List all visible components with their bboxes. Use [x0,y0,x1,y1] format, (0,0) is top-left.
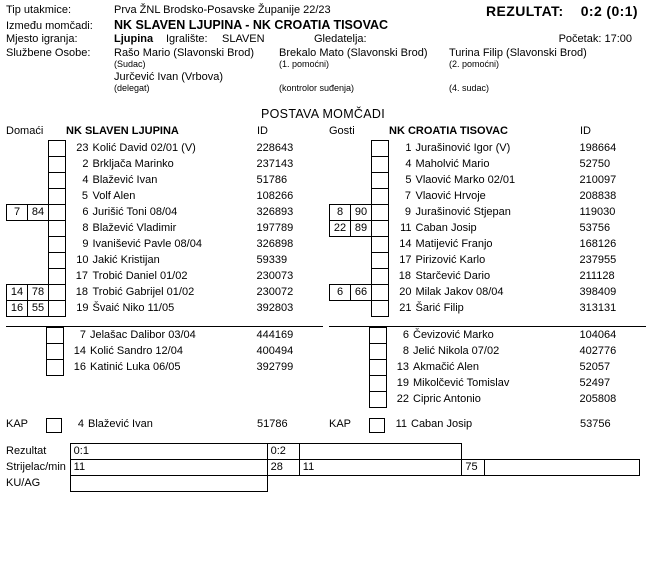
goal-shirt-cell[interactable] [6,328,26,344]
field-value: SLAVEN [222,33,265,45]
player-number: 14 [73,345,86,357]
player-row [330,237,646,253]
player-name: Mikolčević Tomislav [413,377,510,389]
player-name: Trobić Gabrijel 01/02 [92,286,195,298]
player-number: 18 [398,270,411,282]
scoreline-row [6,444,640,460]
goal-minute-cell[interactable] [28,253,49,269]
home-kap-name: Blažević Ivan [88,418,153,430]
goal-minute-cell[interactable] [351,301,372,317]
goal-minute-cell[interactable] [28,269,49,285]
player-checkbox[interactable] [49,173,66,189]
player-id: 237955 [579,254,617,266]
start-time [559,33,632,45]
player-row [7,205,323,221]
away-side-label: Gosti [329,125,355,137]
goal-shirt-cell[interactable] [7,221,28,237]
player-name: Švaić Niko 11/05 [92,302,175,314]
goal-minute-cell[interactable]: 90 [351,205,372,221]
home-id-label: ID [257,125,268,137]
player-row [330,189,646,205]
player-number: 5 [81,190,88,202]
player-checkbox[interactable] [372,253,389,269]
player-row [329,360,646,376]
player-checkbox[interactable] [370,344,387,360]
officials-row-1 [6,47,640,59]
goal-minute-cell[interactable] [351,141,372,157]
player-number: 10 [76,254,89,266]
goal-shirt-cell[interactable] [329,328,349,344]
player-number: 4 [405,158,412,170]
player-row [7,285,323,301]
player-checkbox[interactable] [372,269,389,285]
player-id: 168126 [579,238,617,250]
officials-row-2 [6,71,640,83]
player-row [330,205,646,221]
goal-minute-cell[interactable]: 78 [28,285,49,301]
result-header [486,3,638,19]
player-name: Vlaović Marko 02/01 [415,174,516,186]
player-name: Jurašinović Igor (V) [415,142,511,154]
venue-row [6,33,640,45]
goal-minute-cell[interactable] [28,221,49,237]
goal-shirt-cell[interactable] [330,237,351,253]
goal-shirt-cell[interactable]: 7 [7,205,28,221]
player-number: 4 [82,174,89,186]
player-number: 6 [402,329,409,341]
player-checkbox[interactable] [372,157,389,173]
goal-shirt-cell[interactable]: 16 [7,301,28,317]
away-captain [329,418,646,433]
officials-roles-1 [6,59,640,69]
squads-title: POSTAVA MOMČADI [261,107,385,121]
goal-minute-cell[interactable] [349,360,370,376]
goal-minute-cell[interactable] [351,237,372,253]
scoreline-row-label: Rezultat [6,445,47,457]
officials-roles-2 [6,83,640,93]
player-name: Starčević Dario [415,270,491,282]
player-name: Čevizović Marko [413,329,494,341]
goal-minute-cell[interactable] [28,237,49,253]
scoreline-row [6,476,640,492]
player-number: 9 [82,238,89,250]
official-controller-role: (kontrolor suđenja) [279,83,355,93]
player-checkbox[interactable] [49,157,66,173]
player-id: 104064 [579,329,617,341]
goal-shirt-cell[interactable] [7,269,28,285]
player-id: 230073 [256,270,294,282]
goal-minute-cell[interactable] [28,157,49,173]
player-row [330,221,646,237]
player-checkbox[interactable] [49,285,66,301]
player-row [7,301,323,317]
player-number: 8 [402,345,409,357]
player-name: Blažević Ivan [92,174,158,186]
scoreline-cell[interactable] [299,444,462,460]
player-checkbox[interactable] [49,141,66,157]
scorer-minute-cell[interactable]: 75 [462,460,484,476]
player-row [330,301,646,317]
away-id-label: ID [580,125,591,137]
player-id: 52750 [579,158,611,170]
away-kap-label: KAP [329,418,352,430]
officials-block [6,47,640,93]
player-name: Milak Jakov 08/04 [415,286,504,298]
player-id: 326893 [256,206,294,218]
player-checkbox[interactable] [47,360,64,376]
player-id: 197789 [256,222,294,234]
player-row [6,344,323,360]
goal-shirt-cell[interactable] [7,157,28,173]
player-checkbox[interactable] [47,328,64,344]
official-fourth-name [449,71,619,83]
goal-minute-cell[interactable] [28,173,49,189]
away-starters-table [329,140,646,317]
player-id: 400494 [256,345,294,357]
player-number: 6 [82,206,89,218]
goal-minute-cell[interactable] [26,344,47,360]
player-name: Pirizović Karlo [415,254,486,266]
captains-row [0,418,646,433]
goal-minute-cell[interactable]: 66 [351,285,372,301]
player-number: 20 [399,286,412,298]
player-number: 23 [76,142,89,154]
player-number: 16 [73,361,86,373]
player-id: 52497 [579,377,611,389]
goal-minute-cell[interactable]: 89 [351,221,372,237]
home-starters-table [6,140,323,317]
official-fourth-role: (4. sudac) [449,83,490,93]
goal-shirt-cell[interactable]: 14 [7,285,28,301]
squads-section [0,125,646,408]
official-ar1-name: Brekalo Mato (Slavonski Brod) [279,47,428,59]
goal-shirt-cell[interactable] [7,173,28,189]
player-row [330,141,646,157]
player-name: Jurašinović Stjepan [415,206,511,218]
player-name: Kolić David 02/01 (V) [92,142,196,154]
official-ar1-role: (1. pomoćni) [279,59,330,69]
player-row [7,157,323,173]
player-checkbox[interactable] [372,237,389,253]
goal-minute-cell[interactable] [26,328,47,344]
player-number: 14 [399,238,412,250]
player-id: 392803 [256,302,294,314]
player-id: 444169 [256,329,294,341]
player-number: 17 [399,254,412,266]
player-id: 52057 [579,361,611,373]
officials-label: Službene Osobe: [6,47,91,59]
player-id: 392799 [256,361,294,373]
player-name: Jurišić Toni 08/04 [92,206,178,218]
player-name: Šarić Filip [415,302,464,314]
player-number: 18 [75,286,88,298]
home-squad-column [6,125,323,408]
goal-shirt-cell[interactable] [7,141,28,157]
goal-shirt-cell[interactable] [329,376,349,392]
player-number: 13 [396,361,409,373]
player-checkbox[interactable] [372,221,389,237]
official-referee-name: Rašo Mario (Slavonski Brod) [114,47,254,59]
venue-label: Mjesto igranja: [6,33,78,45]
goal-minute-cell[interactable] [26,360,47,376]
player-number: 7 [79,329,86,341]
field-label: Igralište: [166,33,208,45]
home-team-name: NK SLAVEN LJUPINA [66,125,179,137]
away-team-name: NK CROATIA TISOVAC [389,125,508,137]
scorer-minute-cell[interactable]: 11 [299,460,462,476]
player-row [330,253,646,269]
player-checkbox[interactable] [370,360,387,376]
goal-shirt-cell[interactable] [330,157,351,173]
player-checkbox[interactable] [47,344,64,360]
player-id: 313131 [579,302,617,314]
player-checkbox[interactable] [372,301,389,317]
player-number: 11 [400,222,412,234]
player-name: Kolić Sandro 12/04 [90,345,183,357]
goal-shirt-cell[interactable] [329,360,349,376]
goal-shirt-cell[interactable] [330,189,351,205]
player-number: 22 [396,393,409,405]
scoreline-table [6,443,640,492]
goal-shirt-cell[interactable] [330,253,351,269]
player-name: Jelašac Dalibor 03/04 [90,329,196,341]
match-title: NK SLAVEN LJUPINA - NK CROATIA TISOVAC [114,18,389,32]
player-row [7,253,323,269]
official-ar2-name: Turina Filip (Slavonski Brod) [449,47,587,59]
player-checkbox[interactable] [49,253,66,269]
player-checkbox[interactable] [372,173,389,189]
player-row [7,269,323,285]
player-checkbox[interactable] [372,141,389,157]
official-ar2-role: (2. pomoćni) [449,59,500,69]
home-kap-id: 51786 [257,418,288,430]
player-id: 53756 [579,222,611,234]
goal-minute-cell[interactable] [351,189,372,205]
goal-minute-cell[interactable] [351,253,372,269]
player-row [7,221,323,237]
goal-minute-cell[interactable] [351,269,372,285]
player-id: 402776 [579,345,617,357]
player-name: Brkljača Marinko [92,158,174,170]
goal-shirt-cell[interactable] [330,173,351,189]
start-value: 17:00 [604,33,632,45]
goal-shirt-cell[interactable] [7,253,28,269]
player-checkbox[interactable] [49,221,66,237]
result-label: REZULTAT: [486,3,564,19]
player-checkbox[interactable] [372,205,389,221]
player-checkbox[interactable] [49,301,66,317]
official-delegate-name: Jurčević Ivan (Vrbova) [114,71,224,83]
home-column-header [6,125,323,140]
player-row [330,285,646,301]
player-number: 2 [82,158,89,170]
player-number: 21 [399,302,412,314]
cards-cell[interactable] [70,476,267,492]
player-checkbox[interactable] [370,376,387,392]
home-captain [6,418,323,433]
player-checkbox[interactable] [372,285,389,301]
player-checkbox[interactable] [49,189,66,205]
goal-minute-cell[interactable]: 84 [28,205,49,221]
player-number: 1 [405,142,412,154]
goal-minute-cell[interactable] [28,141,49,157]
player-row [329,328,646,344]
between-teams-row [6,18,640,32]
player-id: 198664 [579,142,617,154]
goal-minute-cell[interactable] [349,392,370,408]
player-id: 211128 [579,270,615,282]
result-value: 0:2 (0:1) [580,3,638,19]
player-checkbox[interactable] [372,189,389,205]
goal-minute-cell[interactable] [351,173,372,189]
goal-shirt-cell[interactable] [7,237,28,253]
player-name: Ivanišević Pavle 08/04 [92,238,202,250]
player-name: Jakić Kristijan [92,254,160,266]
player-number: 7 [404,190,411,202]
player-id: 210097 [579,174,617,186]
player-row [7,173,323,189]
player-row [329,392,646,408]
player-id: 59339 [256,254,288,266]
player-name: Volf Alen [92,190,136,202]
goal-shirt-cell[interactable]: 22 [330,221,351,237]
player-number: 5 [405,174,412,186]
player-checkbox[interactable] [370,328,387,344]
player-row [7,189,323,205]
player-name: Katinić Luka 06/05 [90,361,181,373]
goal-shirt-cell[interactable] [6,360,26,376]
away-kap-id: 53756 [580,418,611,430]
scorer-minute-cell[interactable] [484,460,639,476]
player-row [330,173,646,189]
goal-shirt-cell[interactable] [7,189,28,205]
goal-shirt-cell[interactable] [329,344,349,360]
player-id: 398409 [579,286,617,298]
player-checkbox[interactable] [49,237,66,253]
scoreline-row-label: Strijelac/min [6,461,66,473]
goal-shirt-cell[interactable] [329,392,349,408]
between-teams-label: Između momčadi: [6,20,93,32]
goal-minute-cell[interactable]: 55 [28,301,49,317]
scoreline-row [6,460,640,476]
spectators-label: Gledatelja: [314,33,367,45]
goal-minute-cell[interactable] [349,376,370,392]
player-row [329,376,646,392]
player-row [330,269,646,285]
goal-minute-cell[interactable] [351,157,372,173]
player-checkbox[interactable] [49,205,66,221]
player-name: Akmačić Alen [413,361,480,373]
player-id: 208838 [579,190,617,202]
home-kap-box[interactable] [46,418,62,433]
official-controller-name [279,71,449,83]
goal-shirt-cell[interactable]: 8 [330,205,351,221]
away-squad-column [329,125,646,408]
player-number: 19 [76,302,89,314]
player-name: Matijević Franjo [415,238,493,250]
header-block [0,0,646,93]
player-number: 8 [82,222,89,234]
goal-shirt-cell[interactable] [6,344,26,360]
goal-shirt-cell[interactable] [330,141,351,157]
player-row [7,237,323,253]
home-kap-label: KAP [6,418,29,430]
away-kap-name: Caban Josip [411,418,473,430]
player-name: Jelić Nikola 07/02 [413,345,500,357]
official-referee-role: (Sudac) [114,59,146,69]
player-row [7,141,323,157]
player-checkbox[interactable] [370,392,387,408]
goal-shirt-cell[interactable] [330,301,351,317]
away-kap-box[interactable] [369,418,385,433]
scoreline-section [0,443,646,492]
goal-minute-cell[interactable] [28,189,49,205]
player-row [6,360,323,376]
player-id: 230072 [256,286,294,298]
player-row [6,328,323,344]
away-column-header [329,125,646,140]
goal-minute-cell[interactable] [349,328,370,344]
player-id: 51786 [256,174,288,186]
scoreline-cell[interactable]: 0:2 [267,444,299,460]
player-id: 108266 [256,190,294,202]
player-id: 228643 [256,142,294,154]
official-delegate-role: (delegat) [114,83,150,93]
goal-shirt-cell[interactable] [330,269,351,285]
scoreline-cell[interactable]: 0:1 [70,444,267,460]
away-subs-table [329,327,646,408]
player-name: Cipric Antonio [413,393,481,405]
scorer-minute-cell[interactable]: 11 [70,460,267,476]
player-number: 17 [75,270,88,282]
match-type-value: Prva ŽNL Brodsko-Posavske Županije 22/23 [114,4,331,16]
player-name: Blažević Vladimir [92,222,177,234]
player-row [330,157,646,173]
venue-value: Ljupina [114,33,154,45]
home-side-label: Domaći [6,125,44,137]
goal-shirt-cell[interactable]: 6 [330,285,351,301]
start-label: Početak: [558,33,602,45]
player-number: 9 [404,206,411,218]
home-subs-table [6,327,323,376]
player-id: 326898 [256,238,294,250]
scorer-minute-cell[interactable]: 28 [267,460,299,476]
player-checkbox[interactable] [49,269,66,285]
player-name: Maholvić Mario [415,158,490,170]
player-id: 237143 [256,158,294,170]
match-type-label: Tip utakmice: [6,4,72,16]
goal-minute-cell[interactable] [349,344,370,360]
player-id: 119030 [579,206,616,218]
player-number: 19 [396,377,409,389]
away-kap-number: 11 [395,418,407,430]
player-name: Trobić Daniel 01/02 [92,270,188,282]
home-kap-number: 4 [77,418,84,430]
player-row [329,344,646,360]
scoreline-row-label: KU/AG [6,477,41,489]
player-name: Vlaović Hrvoje [415,190,486,202]
player-name: Caban Josip [415,222,477,234]
player-id: 205808 [579,393,617,405]
